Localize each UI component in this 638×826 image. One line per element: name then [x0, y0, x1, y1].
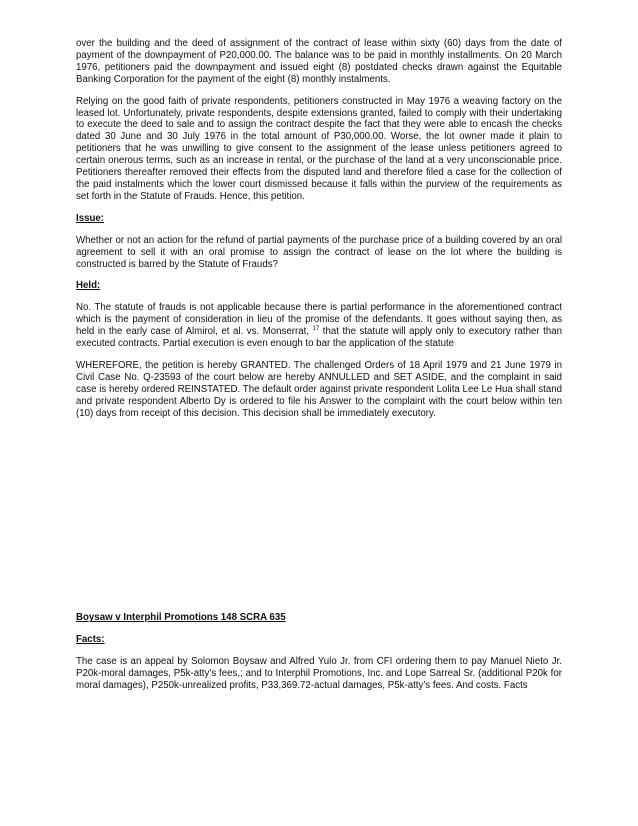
case2-facts-heading: Facts:	[76, 634, 105, 646]
case-title: Boysaw v Interphil Promotions 148 SCRA 635	[76, 612, 286, 624]
case2-facts-paragraph: The case is an appeal by Solomon Boysaw and Alfred Yulo Jr. from CFI ordering them to pay Manuel Nieto Jr. P20k-moral damages, P5k-atty’s fees,; and to Interphil Promotions, Inc. and Lope Sarreal Sr. (additional P20k for moral damages), P250k-unrealized profits, P33,369.72-actual damages, P5k-atty’s fees. And costs. Facts	[76, 656, 562, 692]
issue-heading: Issue:	[76, 212, 104, 224]
held-text-part2: that the statute will apply only to executory rather than executed contracts. Partial execution is even enough to bar the application of the statute	[76, 326, 562, 350]
document-page	[76, 38, 562, 702]
footnote-marker: 17	[312, 325, 320, 332]
wherefore-paragraph: WHEREFORE, the petition is hereby GRANTED. The challenged Orders of 18 April 1979 and 21 June 1979 in Civil Case No. Q-23593 of the court below are hereby ANNULLED and SET ASIDE, and the complaint in said case is hereby ordered REINSTATED. The default order against private respondent Lolita Lee Le Hua shall stand and private respondent Alberto Dy is ordered to file his Answer to the complaint with the court below within ten (10) days from receipt of this decision. This decision shall be immediately executory.	[76, 359, 562, 419]
held-heading: Held:	[76, 280, 101, 292]
held-paragraph	[76, 302, 562, 350]
facts-paragraph: Relying on the good faith of private respondents, petitioners constructed in May 1976 a weaving factory on the leased lot. Unfortunately, private respondents, despite extensions granted, failed to comply with their undertaking to execute the deed to sale and to assign the contract despite the fact that they were able to encash the checks dated 30 June and 30 July 1976 in the total amount of P30,000.00. Worse, the lot owner made it plain to petitioners that he was unwilling to give consent to the assignment of the lease unless petitioners agreed to certain onerous terms, such as an increase in rental, or the purchase of the land at a very unconscionable price. Petitioners thereafter removed their effects from the disputed land and therefore filed a case for the collection of the paid instalments which the lower court dismissed because it falls within the purview of the requirements as set forth in the Statute of Frauds. Hence, this petition.	[76, 95, 562, 202]
held-text-part1: No. The statute of frauds is not applicable because there is partial performance in the aforementioned contract which is the payment of consideration in lieu of the promise of the defendants. It goes without saying then, as held in the early case of Almirol, et al. vs. Monserrat,	[76, 302, 562, 338]
issue-paragraph: Whether or not an action for the refund of partial payments of the purchase price of a building covered by an oral agreement to sell it with an oral promise to assign the contract of lease on the lot where the building is constructed is barred by the Statute of Frauds?	[76, 234, 562, 270]
intro-paragraph: over the building and the deed of assignment of the contract of lease within sixty (60) days from the date of payment of the downpayment of P20,000.00. The balance was to be paid in monthly installments. On 20 March 1976, petitioners paid the downpayment and issued eight (8) postdated checks drawn against the Equitable Banking Corporation for the payment of the eight (8) monthly instalments.	[76, 38, 562, 85]
blank-space	[76, 429, 562, 612]
